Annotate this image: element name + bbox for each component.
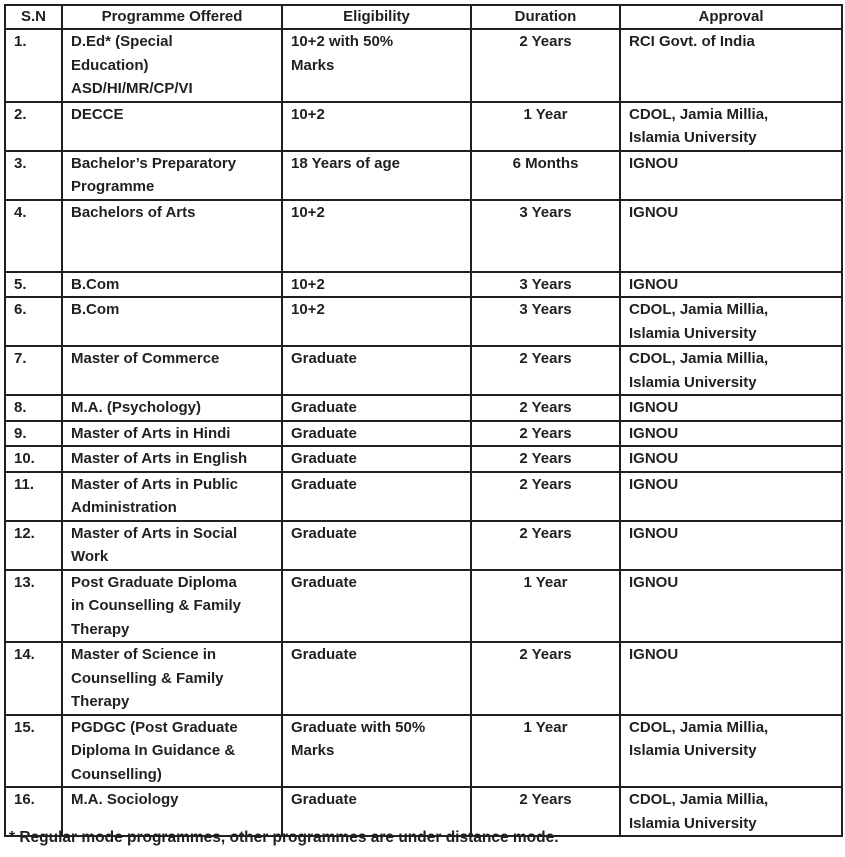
programme-table bbox=[4, 4, 843, 837]
cell-eligibility bbox=[282, 151, 471, 200]
cell-programme-line: Post Graduate Diploma bbox=[71, 573, 237, 591]
cell-eligibility-line: Graduate bbox=[291, 475, 357, 493]
cell-duration: 2 Years bbox=[471, 395, 620, 421]
cell-sn: 11. bbox=[5, 472, 62, 521]
cell-sn: 15. bbox=[5, 715, 62, 788]
cell-approval-line: IGNOU bbox=[629, 424, 679, 442]
table-row bbox=[5, 151, 842, 200]
cell-sn: 7. bbox=[5, 346, 62, 395]
cell-sn: 3. bbox=[5, 151, 62, 200]
cell-approval-line: Islamia University bbox=[629, 814, 757, 832]
cell-approval-line: IGNOU bbox=[629, 203, 679, 221]
cell-eligibility-line: 10+2 with 50% bbox=[291, 33, 394, 50]
cell-eligibility bbox=[282, 29, 471, 102]
cell-approval bbox=[620, 29, 842, 102]
footnote: * Regular mode programmes, other programmes are under distance mode. bbox=[9, 829, 559, 846]
cell-approval bbox=[620, 421, 842, 447]
cell-duration: 1 Year bbox=[471, 570, 620, 643]
cell-approval-line: CDOL, Jamia Millia, bbox=[629, 350, 769, 367]
cell-sn: 6. bbox=[5, 297, 62, 346]
cell-eligibility bbox=[282, 102, 471, 151]
cell-duration: 1 Year bbox=[471, 102, 620, 151]
cell-approval bbox=[620, 521, 842, 570]
cell-programme-line: Bachelor’s Preparatory bbox=[71, 154, 237, 172]
cell-sn: 4. bbox=[5, 200, 62, 272]
cell-sn: 16. bbox=[5, 787, 62, 836]
cell-approval-line: Islamia University bbox=[629, 742, 757, 759]
cell-eligibility-line: Graduate bbox=[291, 791, 357, 808]
cell-sn: 13. bbox=[5, 570, 62, 643]
cell-programme bbox=[62, 297, 282, 346]
cell-approval bbox=[620, 151, 842, 200]
table-body bbox=[5, 29, 842, 836]
cell-programme bbox=[62, 642, 282, 715]
cell-approval-line: CDOL, Jamia Millia, bbox=[629, 105, 769, 123]
cell-approval bbox=[620, 297, 842, 346]
cell-programme bbox=[62, 29, 282, 102]
cell-approval-line: Islamia University bbox=[629, 129, 757, 146]
cell-eligibility-line: Graduate bbox=[291, 450, 357, 467]
header-duration: Duration bbox=[471, 5, 620, 29]
cell-programme-line: M.A. Sociology bbox=[71, 791, 179, 808]
cell-eligibility bbox=[282, 570, 471, 643]
cell-approval bbox=[620, 642, 842, 715]
cell-approval-line: IGNOU bbox=[629, 646, 679, 663]
cell-programme-line: M.A. (Psychology) bbox=[71, 399, 202, 416]
cell-programme bbox=[62, 421, 282, 447]
cell-programme-line: Programme bbox=[71, 178, 155, 195]
cell-programme-line: Master of Science in bbox=[71, 646, 217, 663]
cell-approval-line: IGNOU bbox=[629, 475, 679, 493]
table-row bbox=[5, 446, 842, 472]
cell-sn: 5. bbox=[5, 272, 62, 298]
cell-programme bbox=[62, 395, 282, 421]
cell-eligibility-line: Graduate bbox=[291, 524, 357, 542]
table-row bbox=[5, 570, 842, 643]
cell-duration: 2 Years bbox=[471, 642, 620, 715]
cell-sn: 9. bbox=[5, 421, 62, 447]
table-row bbox=[5, 421, 842, 447]
cell-programme-line: Diploma In Guidance & bbox=[71, 742, 236, 759]
cell-approval bbox=[620, 200, 842, 272]
table-row bbox=[5, 521, 842, 570]
table-header bbox=[5, 5, 842, 29]
cell-duration: 6 Months bbox=[471, 151, 620, 200]
cell-sn: 10. bbox=[5, 446, 62, 472]
cell-eligibility bbox=[282, 395, 471, 421]
table-row bbox=[5, 200, 842, 272]
cell-programme-line: Master of Arts in English bbox=[71, 450, 248, 467]
cell-sn: 2. bbox=[5, 102, 62, 151]
cell-eligibility-line: 10+2 bbox=[291, 105, 325, 123]
cell-eligibility-line: Graduate bbox=[291, 350, 357, 367]
cell-programme-line: Work bbox=[71, 548, 109, 565]
cell-duration: 2 Years bbox=[471, 521, 620, 570]
cell-duration: 2 Years bbox=[471, 787, 620, 836]
cell-duration: 1 Year bbox=[471, 715, 620, 788]
cell-programme-line: B.Com bbox=[71, 275, 120, 293]
table-row bbox=[5, 102, 842, 151]
cell-programme bbox=[62, 570, 282, 643]
cell-sn: 8. bbox=[5, 395, 62, 421]
cell-eligibility bbox=[282, 521, 471, 570]
cell-duration: 2 Years bbox=[471, 29, 620, 102]
cell-approval bbox=[620, 787, 842, 836]
cell-programme-line: Master of Arts in Public bbox=[71, 475, 238, 493]
cell-programme-line: Education) bbox=[71, 56, 149, 74]
cell-eligibility-line: Graduate bbox=[291, 399, 357, 416]
cell-programme bbox=[62, 151, 282, 200]
cell-programme-line: Therapy bbox=[71, 693, 130, 710]
cell-approval bbox=[620, 272, 842, 298]
cell-programme bbox=[62, 446, 282, 472]
table-row bbox=[5, 395, 842, 421]
cell-programme bbox=[62, 346, 282, 395]
cell-programme-line: DECCE bbox=[71, 105, 124, 123]
header-eligibility: Eligibility bbox=[282, 5, 471, 29]
cell-approval bbox=[620, 715, 842, 788]
cell-approval-line: RCI Govt. of India bbox=[629, 33, 755, 50]
cell-eligibility-line: 10+2 bbox=[291, 203, 325, 221]
cell-eligibility bbox=[282, 472, 471, 521]
header-row bbox=[5, 5, 842, 29]
cell-sn: 1. bbox=[5, 29, 62, 102]
cell-duration: 3 Years bbox=[471, 297, 620, 346]
table-row bbox=[5, 297, 842, 346]
cell-approval bbox=[620, 346, 842, 395]
cell-approval-line: CDOL, Jamia Millia, bbox=[629, 718, 769, 736]
cell-programme-line: Bachelors of Arts bbox=[71, 203, 196, 221]
cell-approval-line: IGNOU bbox=[629, 399, 679, 416]
cell-eligibility bbox=[282, 297, 471, 346]
cell-sn: 12. bbox=[5, 521, 62, 570]
cell-programme-line: Master of Commerce bbox=[71, 350, 220, 367]
header-approval: Approval bbox=[620, 5, 842, 29]
cell-approval-line: IGNOU bbox=[629, 275, 679, 293]
cell-eligibility-line: Graduate bbox=[291, 424, 357, 442]
cell-approval-line: IGNOU bbox=[629, 154, 679, 172]
table-row bbox=[5, 346, 842, 395]
table-row bbox=[5, 715, 842, 788]
cell-programme-line: PGDGC (Post Graduate bbox=[71, 718, 238, 736]
cell-programme bbox=[62, 272, 282, 298]
cell-eligibility-line: Graduate with 50% bbox=[291, 718, 426, 736]
cell-duration: 3 Years bbox=[471, 272, 620, 298]
cell-approval bbox=[620, 472, 842, 521]
cell-approval bbox=[620, 395, 842, 421]
cell-programme-line: Master of Arts in Social bbox=[71, 524, 238, 542]
cell-eligibility bbox=[282, 272, 471, 298]
cell-eligibility bbox=[282, 421, 471, 447]
cell-programme bbox=[62, 521, 282, 570]
cell-eligibility-line: 10+2 bbox=[291, 275, 325, 293]
cell-programme-line: Therapy bbox=[71, 620, 130, 638]
cell-duration: 2 Years bbox=[471, 346, 620, 395]
cell-approval bbox=[620, 446, 842, 472]
cell-approval-line: IGNOU bbox=[629, 524, 679, 542]
cell-approval-line: Islamia University bbox=[629, 373, 757, 391]
cell-eligibility bbox=[282, 346, 471, 395]
cell-programme-line: D.Ed* (Special bbox=[71, 33, 173, 50]
cell-programme bbox=[62, 102, 282, 151]
cell-duration: 3 Years bbox=[471, 200, 620, 272]
cell-sn: 14. bbox=[5, 642, 62, 715]
cell-approval-line: CDOL, Jamia Millia, bbox=[629, 791, 769, 808]
cell-programme bbox=[62, 715, 282, 788]
cell-eligibility bbox=[282, 446, 471, 472]
table-row bbox=[5, 472, 842, 521]
cell-programme-line: Master of Arts in Hindi bbox=[71, 424, 231, 442]
cell-approval bbox=[620, 102, 842, 151]
cell-eligibility bbox=[282, 715, 471, 788]
cell-programme-line: B.Com bbox=[71, 301, 120, 318]
header-sn: S.N bbox=[5, 5, 62, 29]
cell-programme-line: Administration bbox=[71, 499, 177, 516]
cell-duration: 2 Years bbox=[471, 446, 620, 472]
cell-eligibility-line: Graduate bbox=[291, 573, 357, 591]
cell-duration: 2 Years bbox=[471, 472, 620, 521]
cell-approval bbox=[620, 570, 842, 643]
cell-eligibility-line: 18 Years of age bbox=[291, 154, 400, 172]
cell-eligibility-line: Marks bbox=[291, 56, 335, 74]
cell-approval-line: IGNOU bbox=[629, 573, 679, 591]
cell-programme-line: ASD/HI/MR/CP/VI bbox=[71, 80, 193, 97]
cell-eligibility-line: Graduate bbox=[291, 646, 357, 663]
cell-programme bbox=[62, 200, 282, 272]
table-row bbox=[5, 272, 842, 298]
cell-programme-line: Counselling & Family bbox=[71, 669, 224, 687]
cell-approval-line: IGNOU bbox=[629, 450, 679, 467]
cell-duration: 2 Years bbox=[471, 421, 620, 447]
cell-eligibility-line: 10+2 bbox=[291, 301, 325, 318]
table-row bbox=[5, 29, 842, 102]
cell-approval-line: Islamia University bbox=[629, 324, 757, 342]
table-row bbox=[5, 642, 842, 715]
cell-programme bbox=[62, 472, 282, 521]
header-programme: Programme Offered bbox=[62, 5, 282, 29]
cell-eligibility bbox=[282, 200, 471, 272]
cell-eligibility bbox=[282, 642, 471, 715]
cell-programme-line: in Counselling & Family bbox=[71, 597, 242, 614]
cell-approval-line: CDOL, Jamia Millia, bbox=[629, 301, 769, 318]
cell-programme-line: Counselling) bbox=[71, 765, 162, 783]
cell-eligibility-line: Marks bbox=[291, 742, 335, 759]
